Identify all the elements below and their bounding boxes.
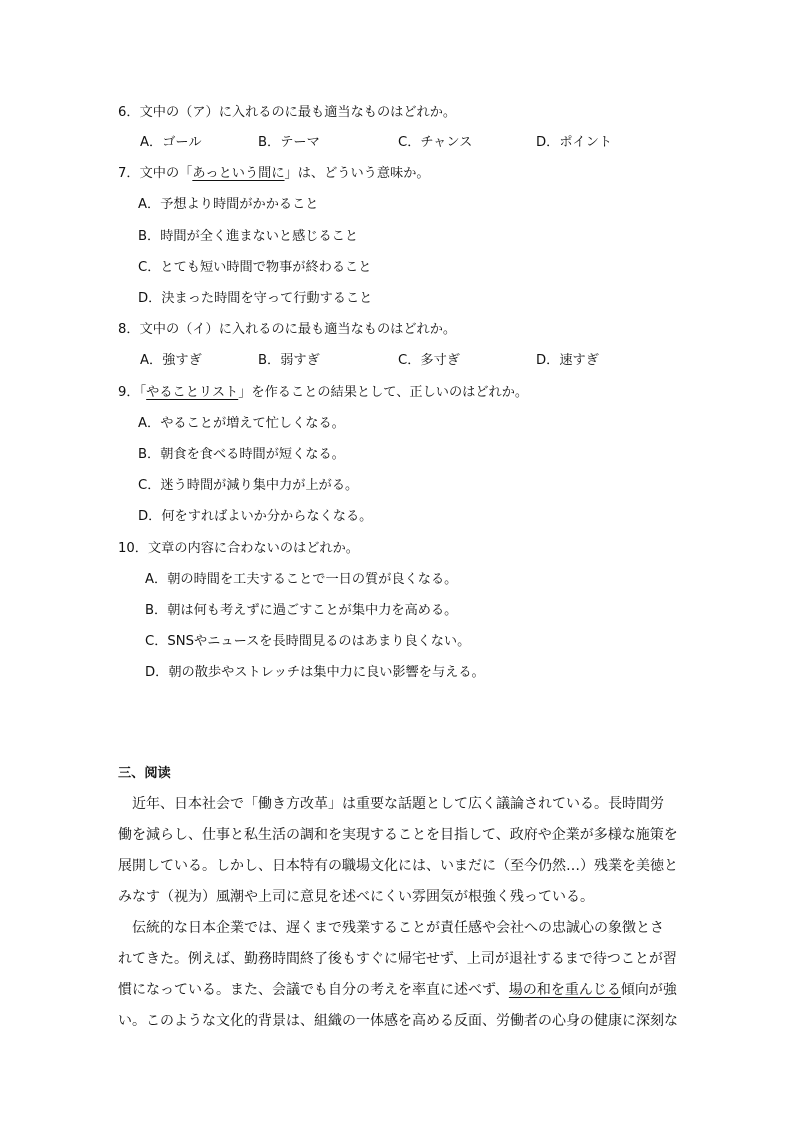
- paragraph-line: 慣になっている。また、会議でも自分の考えを率直に述べず、場の和を重んじる傾向が強: [118, 982, 677, 998]
- question-8-stem: 8．文中の（イ）に入れるのに最も適当なものはどれか。: [118, 322, 457, 337]
- option-b: B．テーマ: [258, 135, 320, 150]
- question-7-stem: 7．文中の「あっという間に」は、どういう意味か。: [118, 166, 430, 181]
- paragraph-line: れてきた。例えば、勤務時間終了後もすぐに帰宅せず、上司が退社するまで待つことが習: [118, 951, 677, 967]
- question-9-option-b: B．朝食を食べる時間が短くなる。: [138, 447, 345, 462]
- section-title: 三、阅读: [118, 766, 171, 781]
- question-9-stem: 9．「やることリスト」を作ることの結果として、正しいのはどれか。: [118, 385, 529, 400]
- question-9-option-c: C．迷う時間が減り集中力が上がる。: [138, 478, 359, 493]
- question-9-option-d: D．何をすればよいか分からなくなる。: [138, 509, 373, 524]
- question-7-option-a: A．予想より時間がかかること: [138, 197, 319, 212]
- reading-paragraph-2: [118, 913, 678, 1037]
- question-10-option-c: C．SNSやニュースを長時間見るのはあまり良くない。: [145, 634, 471, 649]
- question-8-options: [0, 351, 794, 371]
- option-b: B．弱すぎ: [258, 353, 320, 368]
- question-7-option-c: C．とても短い時間で物事が終わること: [138, 260, 372, 275]
- question-6-options: [0, 133, 794, 153]
- question-10-option-a: A．朝の時間を工夫することで一日の質が良くなる。: [145, 572, 458, 587]
- paragraph-line: みなす（视为）風潮や上司に意見を述べにくい雰囲気が根強く残っている。: [118, 889, 594, 905]
- option-d: D．速すぎ: [536, 353, 599, 368]
- option-a: A．強すぎ: [140, 353, 202, 368]
- underlined-phrase: あっという間に: [192, 166, 285, 181]
- paragraph-line: 近年、日本社会で「働き方改革」は重要な話題として広く議論されている。長時間労: [118, 796, 664, 812]
- question-10-option-b: B．朝は何も考えずに過ごすことが集中力を高める。: [145, 603, 458, 618]
- option-c: C．チャンス: [398, 135, 473, 150]
- reading-paragraph-1: [118, 789, 678, 913]
- question-9-option-a: A．やることが増えて忙しくなる。: [138, 416, 345, 431]
- question-10-stem: 10．文章の内容に合わないのはどれか。: [118, 541, 359, 556]
- paragraph-line: 働を減らし、仕事と私生活の調和を実現することを目指して、政府や企業が多様な施策を: [118, 827, 678, 843]
- paragraph-line: い。このような文化的背景は、組織の一体感を高める反面、労働者の心身の健康に深刻な: [118, 1013, 678, 1029]
- question-10-option-d: D．朝の散歩やストレッチは集中力に良い影響を与える。: [145, 665, 485, 680]
- option-c: C．多寸ぎ: [398, 353, 460, 368]
- paragraph-line: 伝統的な日本企業では、遅くまで残業することが責任感や会社への忠誠心の象徴とさ: [118, 920, 664, 936]
- question-7-option-d: D．決まった時間を守って行動すること: [138, 291, 373, 306]
- paragraph-line: 展開している。しかし、日本特有の職場文化には、いまだに（至今仍然…）残業を美徳と: [118, 858, 678, 874]
- question-7-option-b: B．時間が全く進まないと感じること: [138, 229, 359, 244]
- underlined-phrase: やることリスト: [146, 385, 239, 400]
- option-a: A．ゴール: [140, 135, 202, 150]
- underlined-phrase: 場の和を重んじる: [508, 982, 621, 998]
- option-d: D．ポイント: [536, 135, 613, 150]
- question-6-stem: 6．文中の（ア）に入れるのに最も適当なものはどれか。: [118, 105, 457, 120]
